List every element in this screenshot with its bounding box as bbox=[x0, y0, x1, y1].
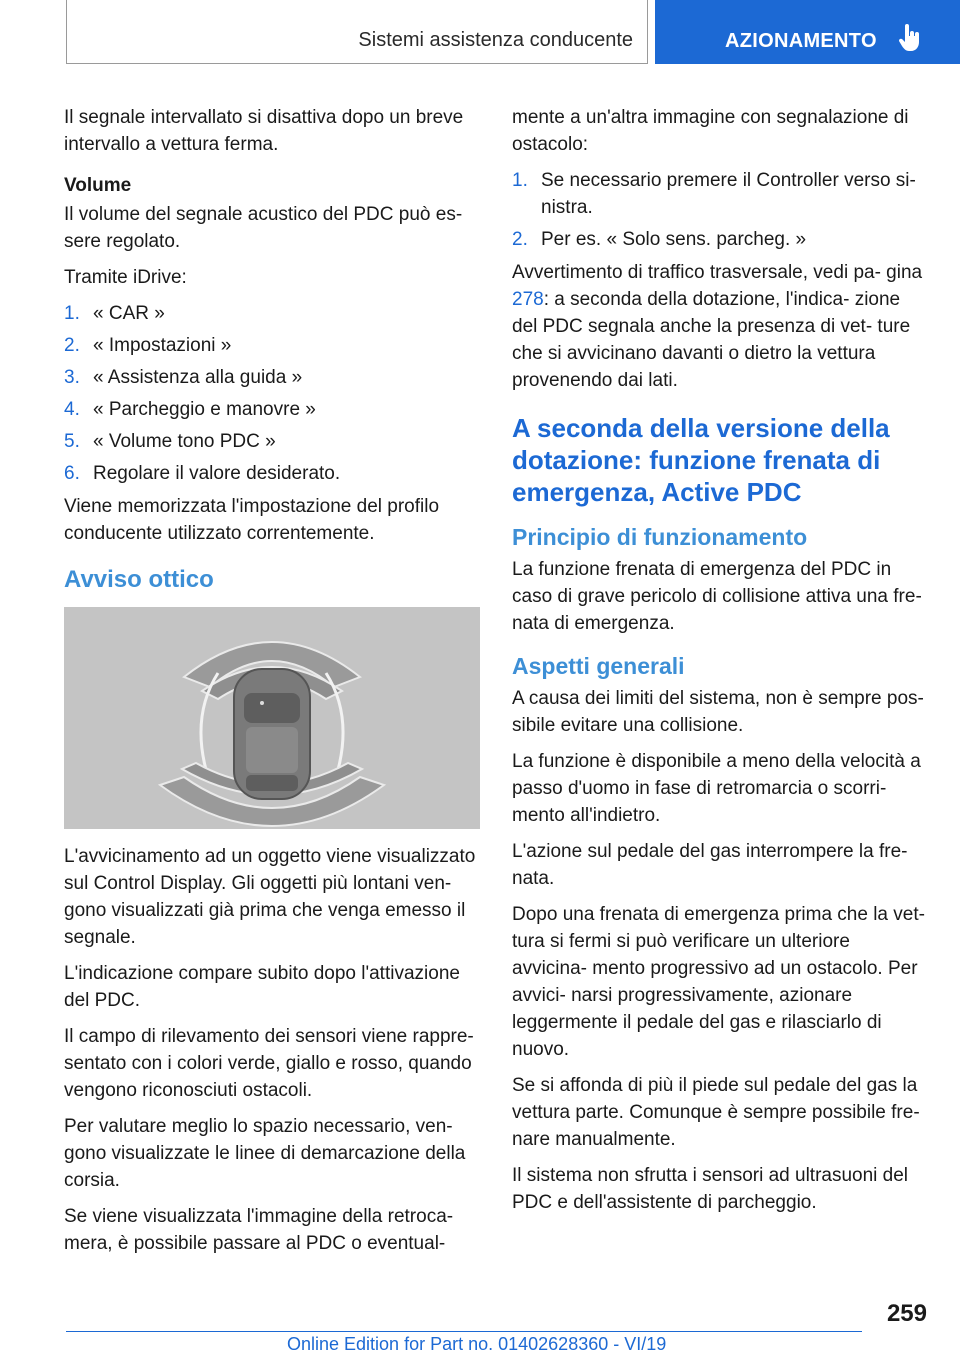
list-item: 5. « Volume tono PDC » bbox=[64, 431, 276, 452]
paragraph-retrocamera: Se viene visualizzata l'immagine della retroca- mera, è possibile passare al PDC o eventual- bbox=[64, 1206, 454, 1254]
paragraph-aspetti-2: La funzione è disponibile a meno della velocità a passo d'uomo in fase di retromarcia o scorri- mento all'indietro. bbox=[512, 751, 921, 826]
paragraph-aspetti-4: Dopo una frenata di emergenza prima che la vet- tura si fermi si può verificare un ulteriore avvicina- mento progressivo ad un ostacolo. Per avvici- narsi progressivamente, azionare leggermente il pedale del gas e rilasciarlo di nuovo. bbox=[512, 904, 925, 1060]
paragraph-aspetti-5: Se si affonda di più il piede sul pedale del gas la vettura parte. Comunque è sempre possibile fre- nare manualmente. bbox=[512, 1075, 920, 1150]
paragraph-indicazione: L'indicazione compare subito dopo l'attivazione del PDC. bbox=[64, 963, 460, 1011]
footer-divider bbox=[66, 1331, 862, 1332]
list-item: 3. « Assistenza alla guida » bbox=[64, 367, 303, 388]
list-item: 4. « Parcheggio e manovre » bbox=[64, 399, 316, 420]
paragraph-valutare: Per valutare meglio lo spazio necessario, ven- gono visualizzate le linee di demarcazione della corsia. bbox=[64, 1116, 466, 1191]
paragraph-aspetti-6: Il sistema non sfrutta i sensori ad ultrasuoni del PDC e dell'assistente di parcheggio. bbox=[512, 1165, 909, 1213]
aspetti-heading: Aspetti generali bbox=[512, 653, 685, 679]
paragraph-caption: L'avvicinamento ad un oggetto viene visualizzato sul Control Display. Gli oggetti più lontani ven- gono visualizzati già prima che venga emesso il segnale. bbox=[64, 846, 476, 948]
display-steps-list bbox=[512, 167, 930, 253]
header-section-title: Sistemi assistenza conducente bbox=[358, 29, 633, 51]
header-section-box bbox=[66, 0, 648, 64]
list-item: 1. « CAR » bbox=[64, 303, 165, 324]
frenata-emergenza-heading: A seconda della versione della dotazione: funzione frenata di emergenza, Active PDC bbox=[512, 413, 890, 507]
right-column bbox=[512, 104, 930, 1225]
volume-heading: Volume bbox=[64, 175, 132, 196]
list-item: 6. Regolare il valore desiderato. bbox=[64, 463, 341, 484]
header-chapter-title: AZIONAMENTO bbox=[725, 30, 877, 52]
paragraph-principio: La funzione frenata di emergenza del PDC in caso di grave pericolo di collisione attiva una fre- nata di emergenza. bbox=[512, 559, 922, 634]
footer-edition: Online Edition for Part no. 01402628360 - VI/19 bbox=[287, 1334, 667, 1354]
paragraph-avvertimento: Avvertimento di traffico trasversale, vedi pa- gina 278: a seconda della dotazione, l'indica- zione del PDC segnala anche la presenza di vet- ture che si avvicinano davanti o dietro la vettura provenendo dai lati. bbox=[512, 262, 923, 391]
volume-steps-list bbox=[64, 300, 482, 487]
paragraph-memo: Viene memorizzata l'impostazione del profilo conducente utilizzato correntemente. bbox=[64, 496, 440, 544]
paragraph-continuation: mente a un'altra immagine con segnalazione di ostacolo: bbox=[512, 107, 909, 155]
list-item: 2. Per es. « Solo sens. parcheg. » bbox=[512, 229, 807, 250]
left-column bbox=[64, 104, 482, 1266]
paragraph-aspetti-3: L'azione sul pedale del gas interrompere la fre- nata. bbox=[512, 841, 908, 889]
page-link-278[interactable]: 278 bbox=[512, 289, 544, 310]
principio-heading: Principio di funzionamento bbox=[512, 524, 808, 550]
paragraph-volume: Il volume del segnale acustico del PDC può es- sere regolato. bbox=[64, 204, 463, 252]
pdc-display-image bbox=[64, 607, 480, 829]
page-number: 259 bbox=[886, 1300, 927, 1327]
paragraph-aspetti-1: A causa dei limiti del sistema, non è sempre pos- sibile evitare una collisione. bbox=[512, 688, 924, 736]
list-item: 1. Se necessario premere il Controller verso si- nistra. bbox=[512, 170, 916, 218]
paragraph-campo: Il campo di rilevamento dei sensori viene rappre- sentato con i colori verde, giallo e rosso, quando vengono riconosciuti ostacoli. bbox=[64, 1026, 474, 1101]
hand-pointer-icon bbox=[898, 24, 922, 54]
list-item: 2. « Impostazioni » bbox=[64, 335, 232, 356]
paragraph-idrive: Tramite iDrive: bbox=[64, 267, 187, 288]
paragraph-segnale: Il segnale intervallato si disattiva dopo un breve intervallo a vettura ferma. bbox=[64, 107, 464, 155]
header-chapter-tab[interactable] bbox=[655, 0, 960, 64]
avviso-ottico-heading: Avviso ottico bbox=[64, 566, 214, 593]
